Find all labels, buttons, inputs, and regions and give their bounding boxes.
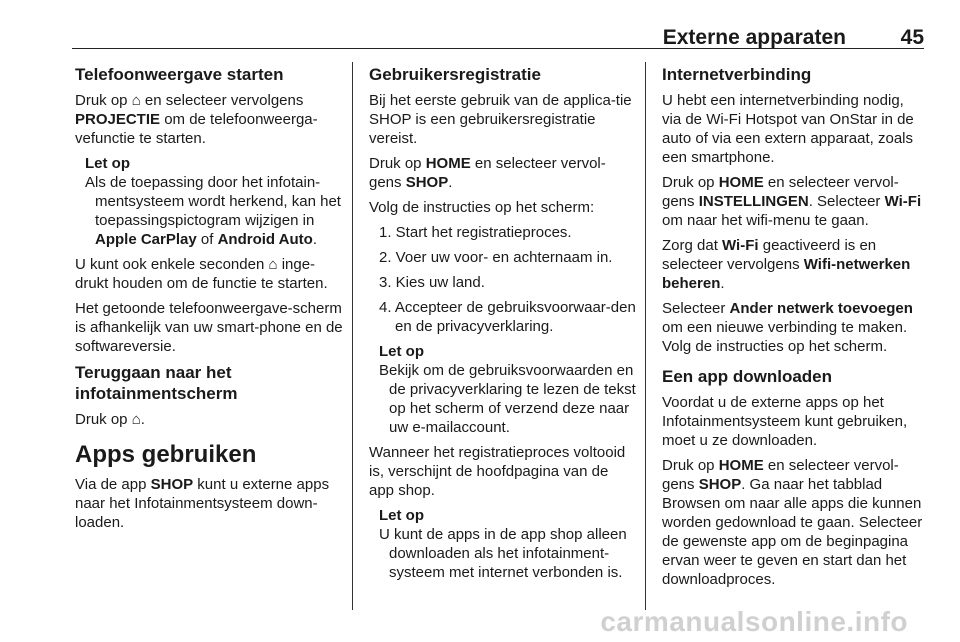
- section-heading: Internetverbinding: [662, 65, 812, 84]
- section-heading: Een app downloaden: [662, 367, 833, 386]
- paragraph: Druk op ⌂ en selecteer vervolgens PROJECTIE om de telefoonweerga-vefunctie te starten.: [75, 92, 318, 147]
- page-header: [72, 26, 924, 49]
- paragraph: U kunt ook enkele seconden ⌂ inge-drukt houden om de functie te starten.: [75, 256, 328, 292]
- paragraph: U hebt een internetverbinding nodig, via de Wi-Fi Hotspot van OnStar in de auto of via een extern apparaat, zoals een smartphone.: [662, 92, 914, 166]
- paragraph: Via de app SHOP kunt u externe apps naar het Infotainmentsysteem down-loaden.: [75, 476, 330, 531]
- list-item: 1. Start het registratieproces.: [379, 224, 572, 241]
- page-number: 45: [900, 26, 924, 49]
- chapter-title: Externe apparaten: [662, 26, 846, 49]
- column-divider: [352, 62, 353, 610]
- paragraph: Druk op HOME en selecteer vervol-gens SHOP.: [369, 155, 606, 191]
- column-2: [369, 64, 637, 588]
- list-item: 3. Kies uw land.: [379, 274, 485, 291]
- note: [379, 342, 637, 437]
- section-heading: Telefoonweergave starten: [75, 65, 284, 84]
- note: [85, 154, 345, 249]
- column-divider: [645, 62, 646, 610]
- paragraph: Bij het eerste gebruik van de applica-tie SHOP is een gebruikersregistratie vereist.: [369, 92, 632, 147]
- column-1: [75, 64, 345, 538]
- paragraph: Druk op HOME en selecteer vervol-gens SHOP. Ga naar het tabblad Browsen om naar alle apps die kunnen worden gedownload te gaan. Selecteer de gewenste app om de beginpagina ervan weer te geven en start dan het downloadproces.: [662, 457, 923, 588]
- note-title: Let op: [85, 155, 130, 172]
- column-3: [662, 64, 926, 595]
- paragraph: Selecteer Ander netwerk toevoegen om een nieuwe verbinding te maken. Volg de instructies op het scherm.: [662, 300, 913, 355]
- paragraph: Het getoonde telefoonweergave-scherm is afhankelijk van uw smart-phone en de softwareversie.: [75, 300, 343, 355]
- home-icon: ⌂: [268, 256, 278, 273]
- home-icon: ⌂: [131, 411, 141, 428]
- list-item: 4. Accepteer de gebruiksvoorwaar-den en de privacyverklaring.: [379, 299, 636, 335]
- paragraph: Volg de instructies op het scherm:: [369, 199, 595, 216]
- watermark: carmanualsonline.info: [600, 606, 908, 637]
- chapter-heading: Apps gebruiken: [75, 441, 257, 468]
- steps-list: [369, 223, 637, 336]
- section-heading: Gebruikersregistratie: [369, 65, 541, 84]
- note-body: Als de toepassing door het infotain-mentsysteem wordt herkend, kan het toepassingspictogram wijzigen in Apple CarPlay of Android Auto.: [85, 174, 341, 248]
- paragraph: Wanneer het registratieproces voltooid is, verschijnt de hoofdpagina van de app shop.: [369, 444, 626, 499]
- list-item: 2. Voer uw voor- en achternaam in.: [379, 249, 613, 266]
- note-body: U kunt de apps in de app shop alleen downloaden als het infotainment-systeem met internet verbonden is.: [379, 526, 627, 581]
- section-heading: Teruggaan naar het infotainmentscherm: [75, 363, 238, 403]
- note-title: Let op: [379, 343, 424, 360]
- note-body: Bekijk om de gebruiksvoorwaarden en de privacyverklaring te lezen de tekst op het scherm of verzend deze naar uw e-mailaccount.: [379, 362, 636, 436]
- note-title: Let op: [379, 507, 424, 524]
- paragraph: Druk op ⌂.: [75, 411, 145, 428]
- home-icon: ⌂: [131, 92, 141, 109]
- paragraph: Voordat u de externe apps op het Infotainmentsysteem kunt gebruiken, moet u ze downloaden.: [662, 394, 908, 449]
- note: [379, 506, 637, 582]
- paragraph: Druk op HOME en selecteer vervol-gens INSTELLINGEN. Selecteer Wi-Fi om naar het wifi-menu te gaan.: [662, 174, 922, 229]
- paragraph: Zorg dat Wi-Fi geactiveerd is en selecteer vervolgens Wifi-netwerken beheren.: [662, 237, 911, 292]
